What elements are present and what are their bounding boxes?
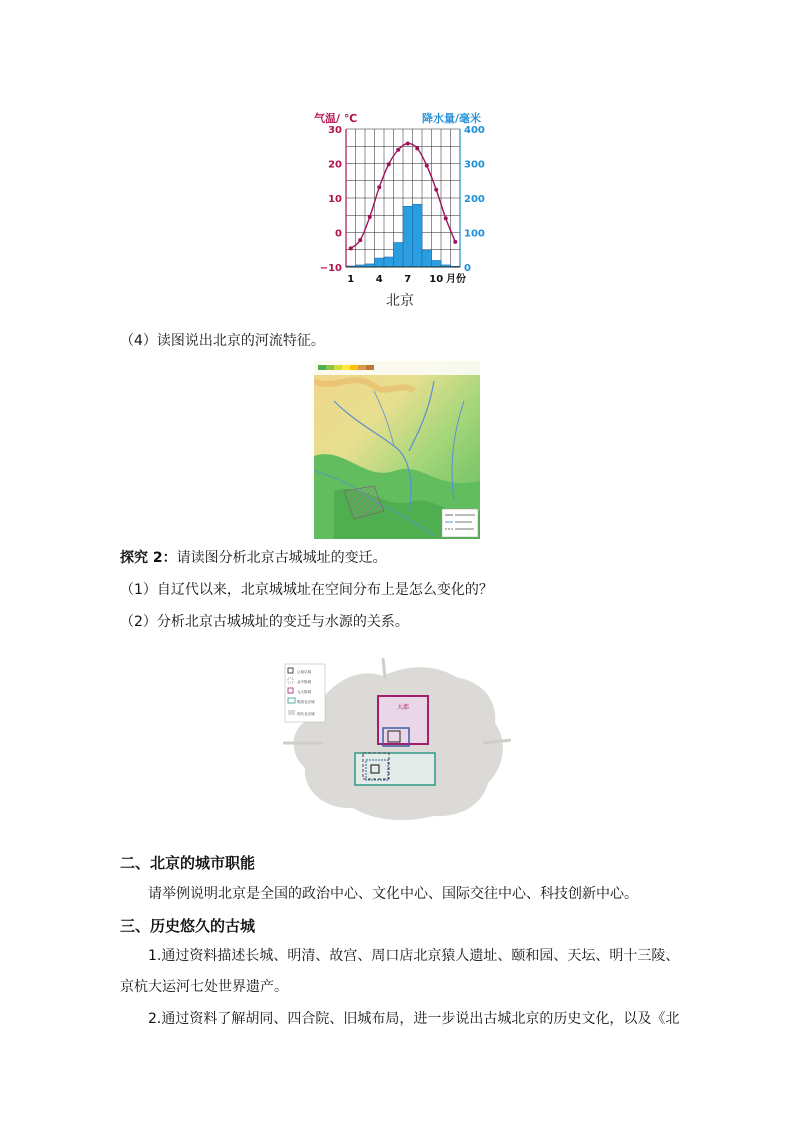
climate-chart: [300, 105, 500, 315]
right-tick-label: 300: [464, 159, 485, 171]
temperature-point-3: [368, 215, 372, 219]
left-tick-label: −10: [319, 263, 342, 274]
right-axis-label: 降水量/毫米: [422, 112, 482, 125]
left-tick-label: 0: [335, 228, 342, 240]
x-axis-ticks: [347, 274, 443, 285]
temperature-point-9: [425, 164, 429, 168]
left-tick-label: 10: [328, 194, 342, 205]
precipitation-bar-10: [432, 260, 442, 267]
river-topographic-map: [314, 361, 480, 539]
explore2-label: 探究 2：: [120, 550, 177, 566]
x-tick-label: 10: [429, 274, 444, 285]
temperature-point-8: [415, 146, 419, 150]
legend-liao: 辽南京城: [297, 670, 311, 674]
section3-p2-line1: 2.通过资料了解胡同、四合院、旧城布局，进一步说出古城北京的历史文化，以及《北: [148, 1011, 680, 1027]
temperature-point-7: [406, 141, 410, 145]
dadu-label: 大都: [396, 704, 410, 711]
legend-modern: 现代北京城: [297, 712, 315, 716]
right-tick-label: 200: [464, 194, 485, 205]
precipitation-bar-6: [394, 243, 404, 267]
chart-caption: 北京: [386, 293, 414, 309]
precipitation-bar-8: [413, 204, 423, 267]
left-axis-label: 气温/ ℃: [314, 112, 358, 125]
x-tick-label: 7: [404, 274, 412, 285]
temperature-point-6: [396, 148, 400, 152]
city-site-map: [283, 658, 511, 825]
section3-p1-line2: 京杭大运河七处世界遗产。: [120, 979, 288, 995]
explore2-line: [120, 548, 387, 568]
left-tick-label: 20: [328, 159, 342, 171]
right-tick-label: 400: [464, 125, 485, 136]
legend-jin: 金中都城: [297, 680, 311, 684]
explore2-q1: （1）自辽代以来，北京城城址在空间分布上是怎么变化的？: [120, 582, 493, 598]
temperature-point-4: [377, 185, 381, 189]
right-tick-label: 0: [464, 263, 471, 274]
x-tick-label: 1: [347, 274, 355, 285]
precipitation-bar-5: [384, 257, 394, 267]
temperature-point-2: [358, 238, 362, 242]
section2-text: 请举例说明北京是全国的政治中心、文化中心、国际交往中心、科技创新中心。: [148, 886, 638, 902]
temperature-point-12: [453, 240, 457, 244]
temperature-point-11: [444, 216, 448, 220]
section2-heading: 二、北京的城市职能: [120, 854, 256, 872]
legend-yuan: 元大都城: [297, 690, 311, 694]
precipitation-bar-7: [403, 206, 413, 267]
right-tick-label: 100: [464, 228, 485, 240]
legend-mingqing: 明清北京城: [297, 700, 315, 704]
temperature-point-5: [387, 162, 391, 166]
explore2-text: 请读图分析北京古城城址的变迁。: [176, 550, 387, 566]
section3-p1-line1: 1.通过资料描述长城、明清、故宫、周口店北京猿人遗址、颐和园、天坛、明十三陵、: [148, 948, 680, 964]
explore2-q2: （2）分析北京古城城址的变迁与水源的关系。: [120, 614, 409, 630]
question-4: （4）读图说出北京的河流特征。: [120, 333, 325, 349]
left-axis-ticks: [320, 125, 342, 274]
x-axis-unit: 月份: [446, 274, 466, 285]
precipitation-bar-4: [375, 258, 385, 267]
section3-heading: 三、历史悠久的古城: [120, 917, 256, 935]
temperature-point-1: [349, 246, 353, 250]
x-tick-label: 4: [375, 274, 383, 285]
left-tick-label: 30: [328, 125, 342, 136]
precipitation-bar-9: [422, 250, 432, 267]
temperature-point-10: [434, 188, 438, 192]
right-axis-ticks: [464, 125, 485, 274]
